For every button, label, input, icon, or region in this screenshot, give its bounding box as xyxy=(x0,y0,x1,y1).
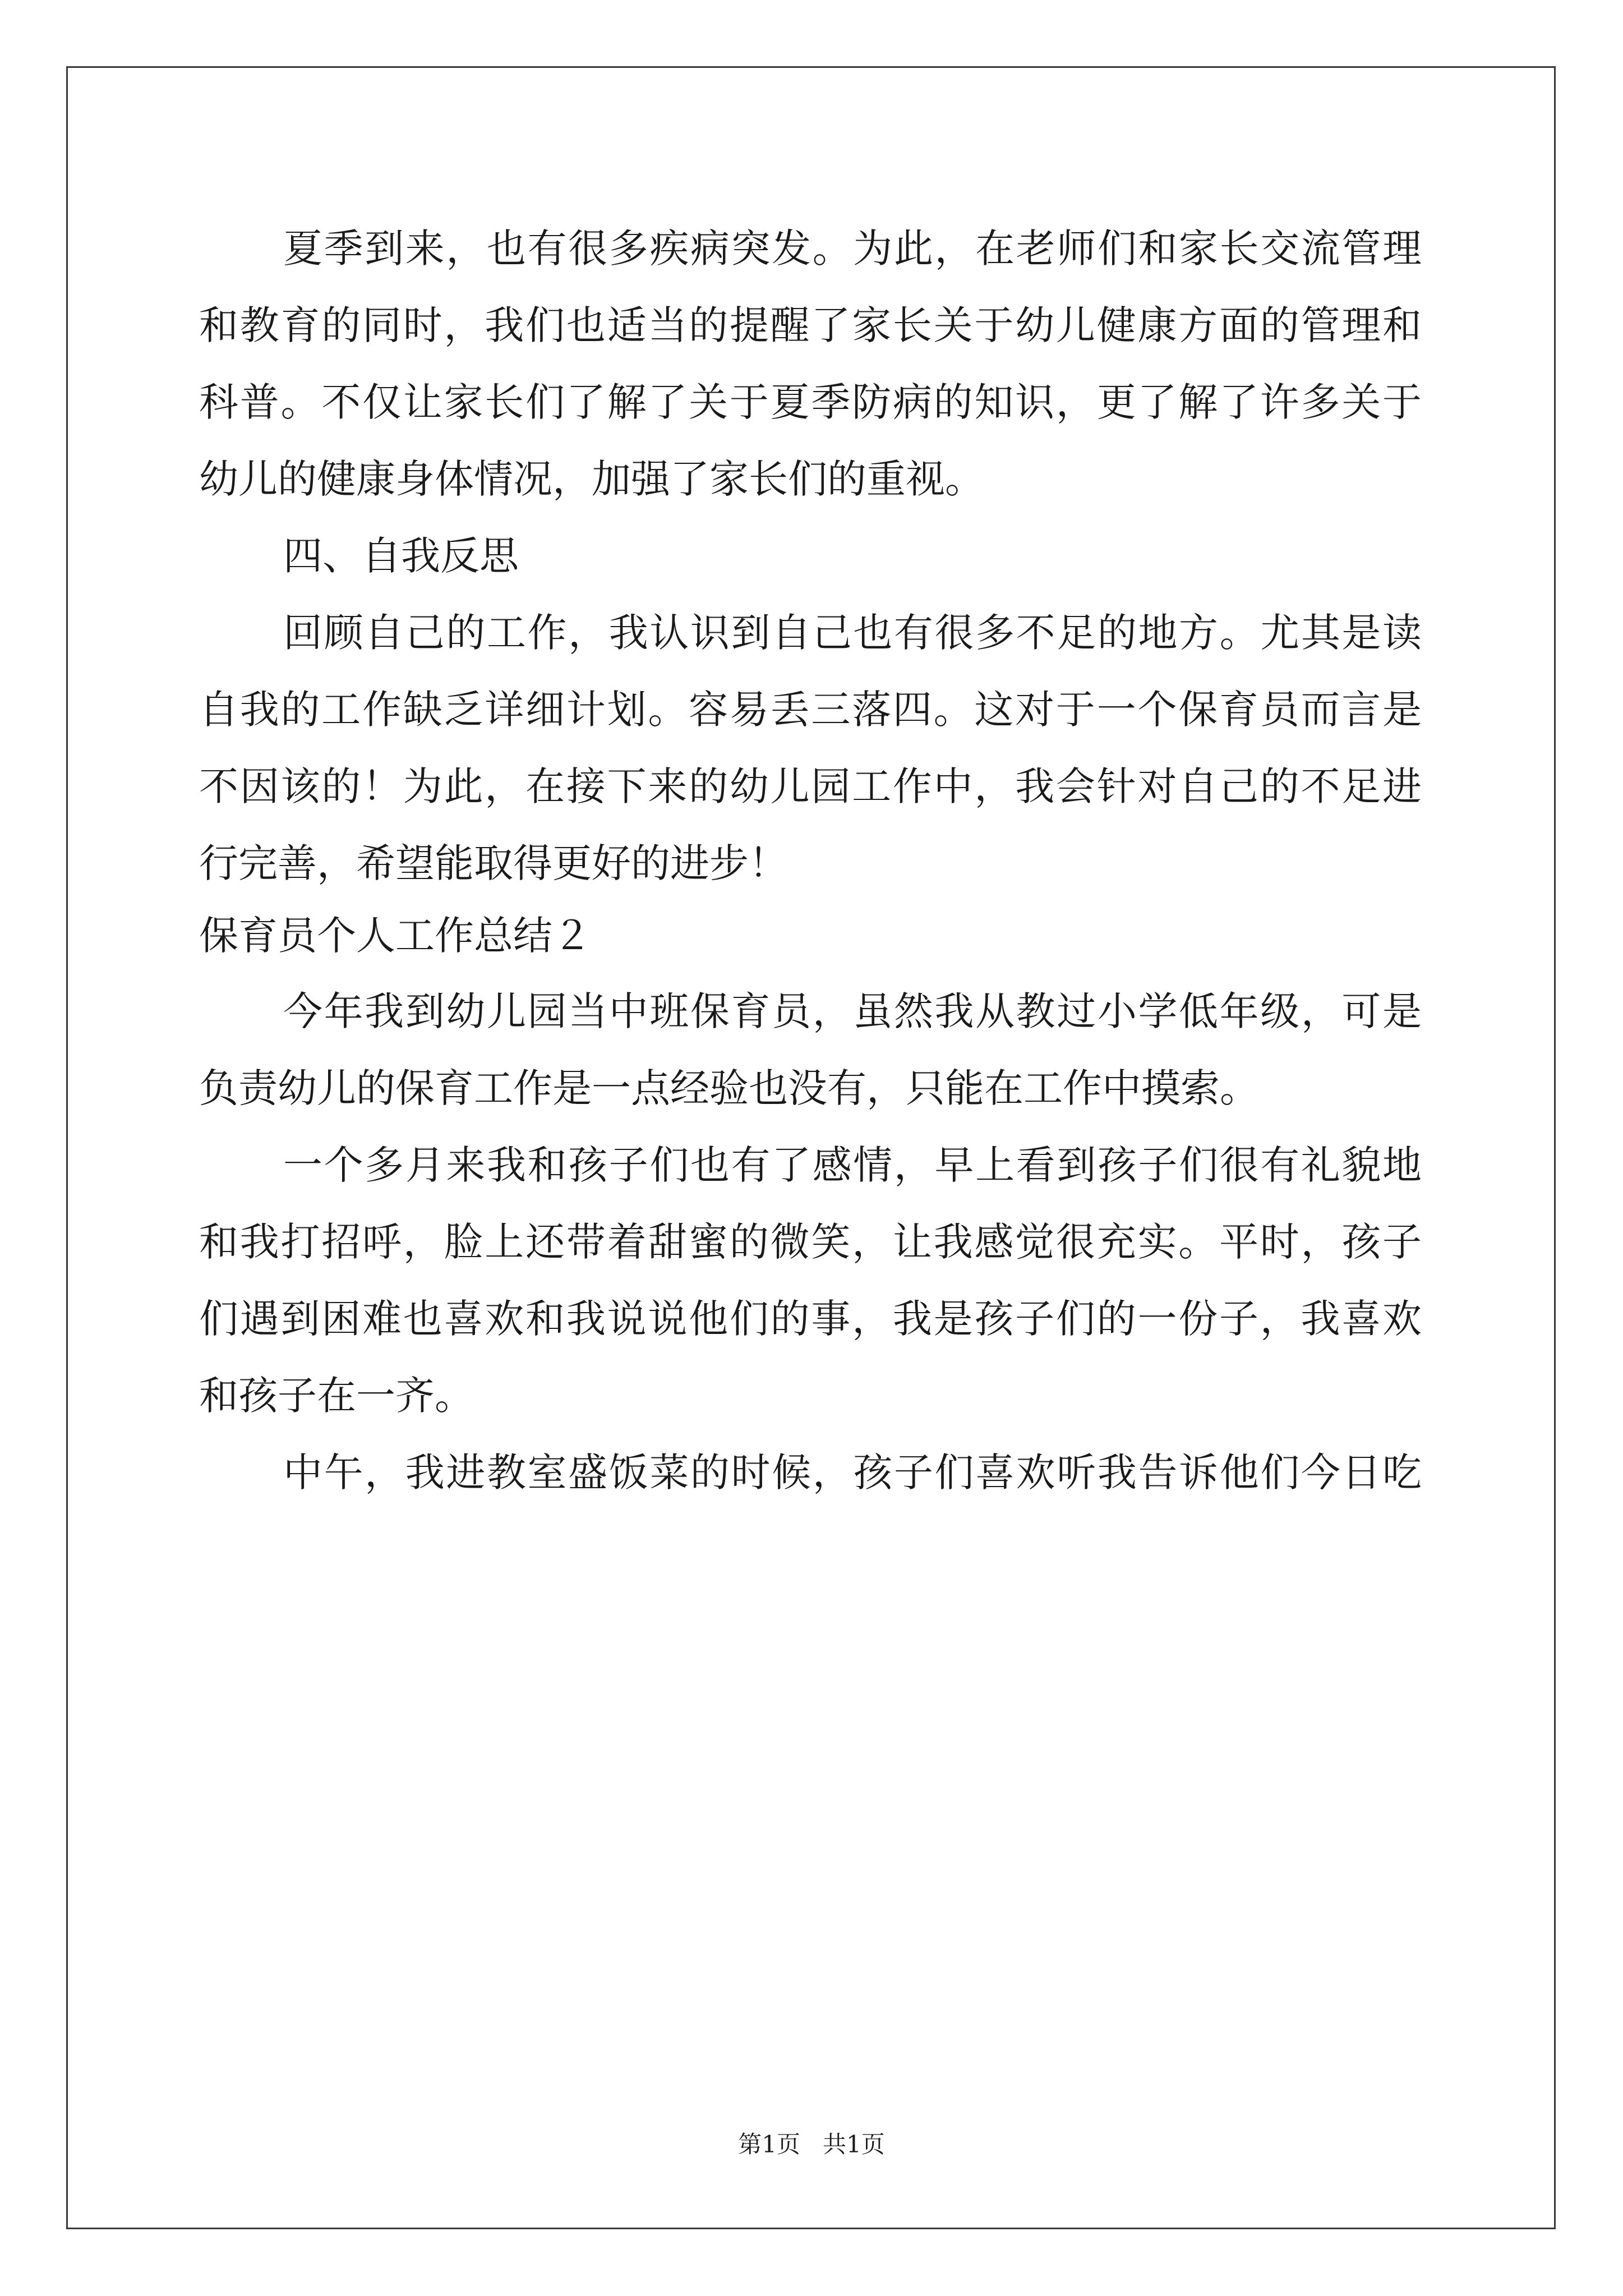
page-number-current: 第1页 xyxy=(738,2131,800,2158)
paragraph-summer-line-1: 夏季到来，也有很多疾病突发。为此，在老师们和家长交流管理 xyxy=(283,226,1422,272)
paragraph-feelings-line-4: 和孩子在一齐。 xyxy=(199,1373,474,1419)
paragraph-feelings-line-3: 们遇到困难也喜欢和我说说他们的事，我是孩子们的一份子，我喜欢 xyxy=(199,1296,1422,1342)
paragraph-reflection-line-3: 不因该的！为此，在接下来的幼儿园工作中，我会针对自己的不足进 xyxy=(199,763,1422,809)
paragraph-reflection-line-4: 行完善，希望能取得更好的进步！ xyxy=(199,840,788,886)
paragraph-summer-line-4: 幼儿的健康身体情况，加强了家长们的重视。 xyxy=(199,456,984,502)
paragraph-noon-line-1: 中午，我进教室盛饭菜的时候，孩子们喜欢听我告诉他们今日吃 xyxy=(283,1450,1422,1496)
paragraph-summer-line-2: 和教育的同时，我们也适当的提醒了家长关于幼儿健康方面的管理和 xyxy=(199,302,1422,348)
paragraph-reflection-line-1: 回顾自己的工作，我认识到自己也有很多不足的地方。尤其是读 xyxy=(283,610,1422,656)
paragraph-feelings-line-2: 和我打招呼，脸上还带着甜蜜的微笑，让我感觉很充实。平时，孩子 xyxy=(199,1219,1422,1265)
paragraph-intro-line-2: 负责幼儿的保育工作是一点经验也没有，只能在工作中摸索。 xyxy=(199,1065,1259,1111)
paragraph-reflection-line-2: 自我的工作缺乏详细计划。容易丢三落四。这对于一个保育员而言是 xyxy=(199,687,1422,733)
paragraph-intro-line-1: 今年我到幼儿园当中班保育员，虽然我从教过小学低年级，可是 xyxy=(283,988,1422,1034)
document-title-2: 保育员个人工作总结２ xyxy=(199,913,592,959)
page-footer xyxy=(0,2131,1623,2159)
page-number-total: 共1页 xyxy=(823,2131,885,2158)
paragraph-summer-line-3: 科普。不仅让家长们了解了关于夏季防病的知识，更了解了许多关于 xyxy=(199,379,1422,425)
section-heading-self-reflection: 四、自我反思 xyxy=(283,533,519,579)
paragraph-feelings-line-1: 一个多月来我和孩子们也有了感情，早上看到孩子们很有礼貌地 xyxy=(283,1142,1422,1188)
